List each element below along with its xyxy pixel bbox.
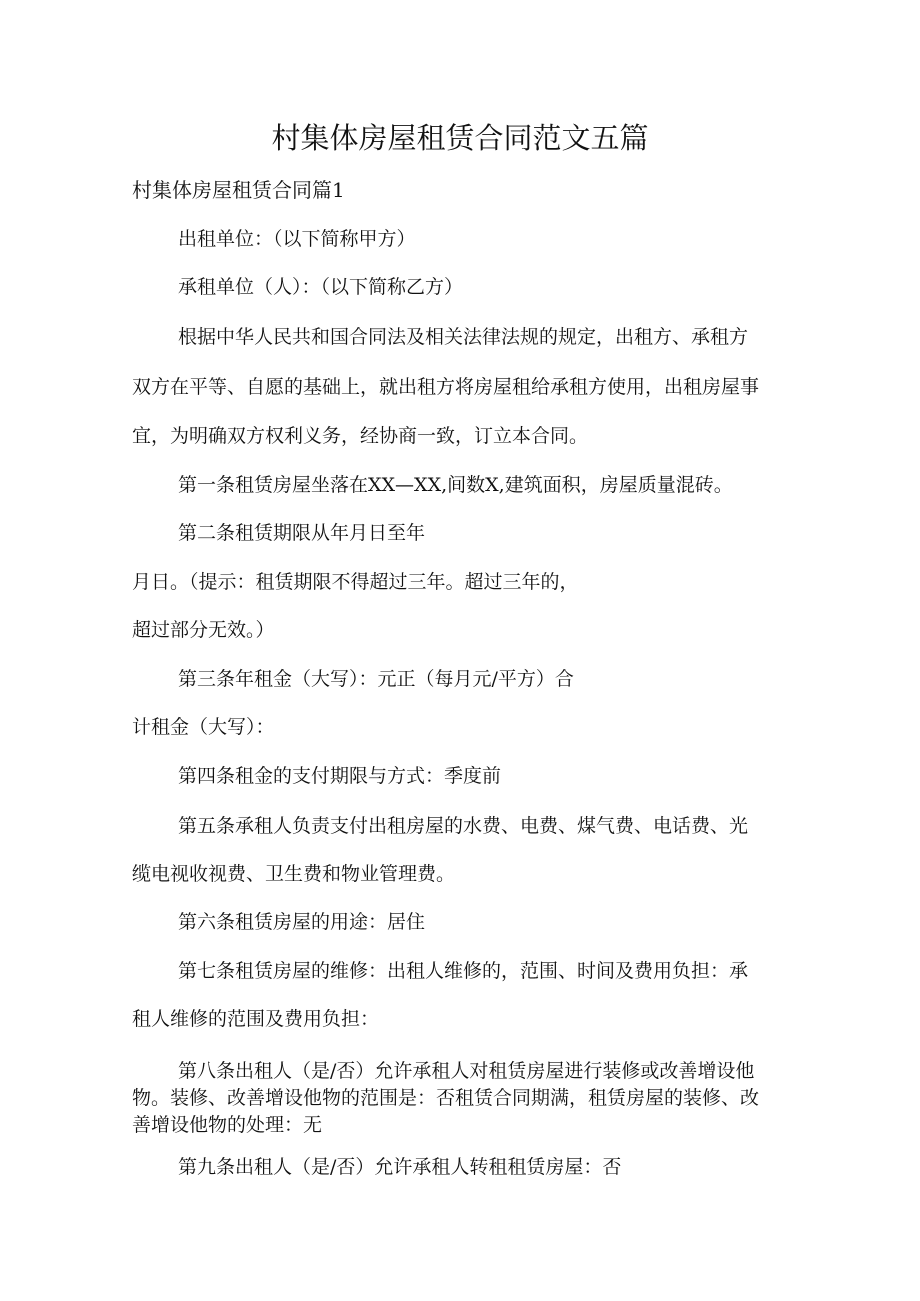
article-7-line-2: 租人维修的范围及费用负担： (132, 1008, 380, 1030)
article-8-line-3: 善增设他物的处理：无 (132, 1114, 323, 1136)
article-8-line-2: 物。装修、改善增设他物的范围是：否租赁合同期满，租赁房屋的装修、改 (132, 1087, 760, 1109)
article-1: 第一条租赁房屋坐落在XX—XX,间数X,建筑面积，房屋质量混砖。 (178, 474, 733, 496)
preamble-line-3: 宜，为明确双方权利义务，经协商一致，订立本合同。 (132, 425, 589, 447)
article-5-line-1: 第五条承租人负责支付出租房屋的水费、电费、煤气费、电话费、光 (178, 815, 749, 837)
document-title: 村集体房屋租赁合同范文五篇 (271, 121, 649, 155)
article-5-line-2: 缆电视收视费、卫生费和物业管理费。 (132, 863, 456, 885)
preamble-line-2: 双方在平等、自愿的基础上，就出租方将房屋租给承租方使用，出租房屋事 (132, 376, 760, 398)
article-2-line-2: 月日。（提示：租赁期限不得超过三年。超过三年的， (132, 571, 579, 593)
section-heading: 村集体房屋租赁合同篇1 (132, 178, 345, 202)
article-4: 第四条租金的支付期限与方式：季度前 (178, 765, 502, 787)
article-7-line-1: 第七条租赁房屋的维修：出租人维修的，范围、时间及费用负担：承 (178, 960, 749, 982)
article-8-line-1: 第八条出租人（是/否）允许承租人对租赁房屋进行装修或改善增设他 (178, 1060, 755, 1082)
article-9: 第九条出租人（是/否）允许承租人转租租赁房屋：否 (178, 1156, 622, 1178)
article-3-line-2: 计租金（大写）： (132, 716, 275, 738)
article-2-line-1: 第二条租赁期限从年月日至年 (178, 522, 426, 544)
preamble-line-1: 根据中华人民共和国合同法及相关法律法规的规定，出租方、承租方 (178, 326, 749, 348)
lessor-line: 出租单位：（以下简称甲方） (178, 228, 416, 250)
article-2-line-3: 超过部分无效。） (132, 619, 275, 641)
article-6: 第六条租赁房屋的用途：居住 (178, 911, 426, 933)
lessee-line: 承租单位（人）：（以下简称乙方） (178, 276, 464, 298)
article-3-line-1: 第三条年租金（大写）：元正（每月元/平方）合 (178, 668, 574, 690)
